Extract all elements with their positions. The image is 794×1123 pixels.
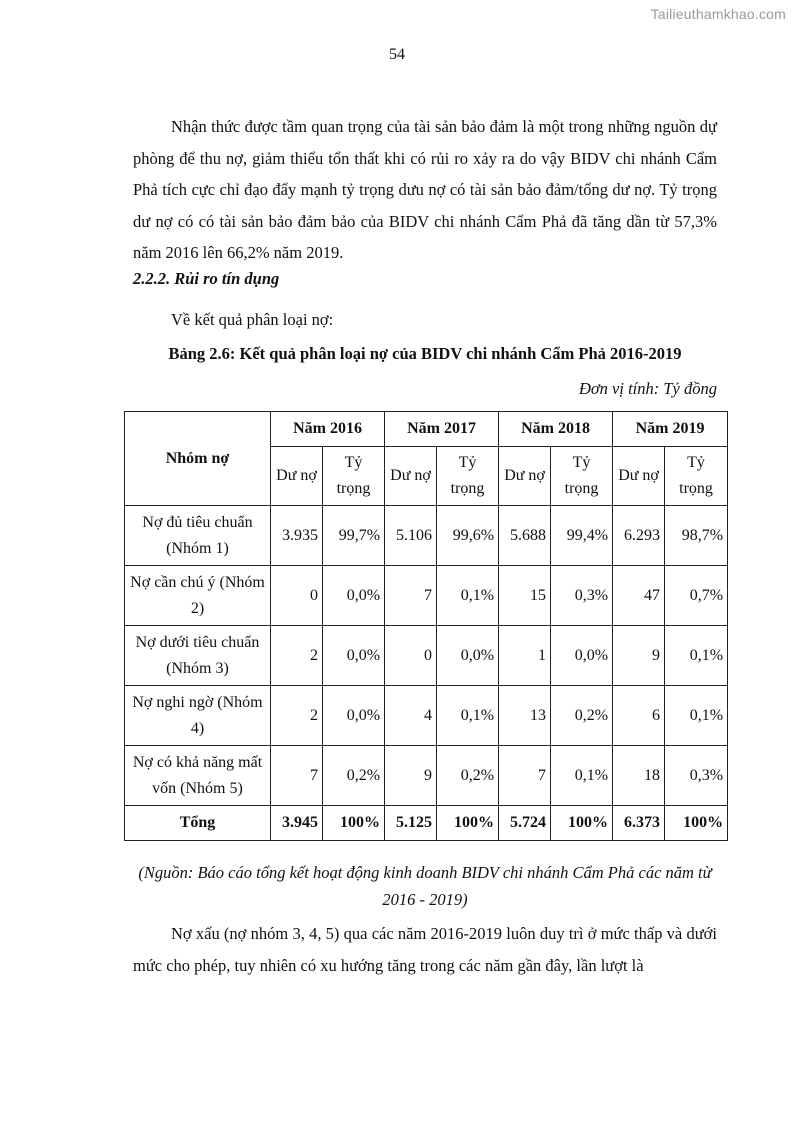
row-group: Nợ nghi ngờ (Nhóm 4) — [125, 686, 271, 746]
cell: 47 — [613, 566, 665, 626]
cell: 5.106 — [385, 506, 437, 566]
total-cell: 100% — [551, 806, 613, 841]
cell: 18 — [613, 746, 665, 806]
total-cell: 100% — [437, 806, 499, 841]
table-row — [125, 566, 728, 626]
cell: 0 — [385, 626, 437, 686]
cell: 0,2% — [437, 746, 499, 806]
cell: 0,0% — [437, 626, 499, 686]
cell: 0,2% — [323, 746, 385, 806]
cell: 0,2% — [551, 686, 613, 746]
header-share: Tỷ trọng — [437, 447, 499, 506]
cell: 4 — [385, 686, 437, 746]
cell: 3.935 — [271, 506, 323, 566]
header-share: Tỷ trọng — [551, 447, 613, 506]
cell: 0,0% — [323, 566, 385, 626]
header-year-2016: Năm 2016 — [271, 412, 385, 447]
paragraph-2: Nợ xấu (nợ nhóm 3, 4, 5) qua các năm 2016-2019 luôn duy trì ở mức thấp và dưới mức cho phép, tuy nhiên có xu hướng tăng trong các năm gần đây, lần lượt là — [133, 924, 717, 975]
cell: 7 — [271, 746, 323, 806]
cell: 0,1% — [665, 626, 728, 686]
header-share: Tỷ trọng — [323, 447, 385, 506]
header-debt: Dư nợ — [271, 447, 323, 506]
row-group: Nợ có khả năng mất vốn (Nhóm 5) — [125, 746, 271, 806]
cell: 98,7% — [665, 506, 728, 566]
cell: 99,7% — [323, 506, 385, 566]
debt-classification-table — [124, 411, 728, 841]
intro-text: Về kết quả phân loại nợ: — [171, 310, 334, 329]
cell: 0,0% — [323, 626, 385, 686]
table-row — [125, 626, 728, 686]
cell: 13 — [499, 686, 551, 746]
cell: 0 — [271, 566, 323, 626]
header-year-2017: Năm 2017 — [385, 412, 499, 447]
cell: 5.688 — [499, 506, 551, 566]
cell: 0,1% — [437, 686, 499, 746]
table-total-row — [125, 806, 728, 841]
cell: 0,1% — [437, 566, 499, 626]
cell: 0,7% — [665, 566, 728, 626]
header-debt: Dư nợ — [385, 447, 437, 506]
cell: 6 — [613, 686, 665, 746]
header-debt: Dư nợ — [499, 447, 551, 506]
page-number: 54 — [389, 46, 405, 63]
row-group: Nợ dưới tiêu chuẩn (Nhóm 3) — [125, 626, 271, 686]
cell: 15 — [499, 566, 551, 626]
section-heading: 2.2.2. Rủi ro tín dụng — [133, 269, 280, 288]
total-cell: 6.373 — [613, 806, 665, 841]
watermark: Tailieuthamkhao.com — [650, 6, 786, 22]
total-cell: 3.945 — [271, 806, 323, 841]
header-share: Tỷ trọng — [665, 447, 728, 506]
total-cell: 5.724 — [499, 806, 551, 841]
cell: 2 — [271, 626, 323, 686]
row-group: Nợ đủ tiêu chuẩn (Nhóm 1) — [125, 506, 271, 566]
header-year-2018: Năm 2018 — [499, 412, 613, 447]
cell: 0,0% — [323, 686, 385, 746]
cell: 7 — [385, 566, 437, 626]
total-label: Tổng — [125, 806, 271, 841]
cell: 0,3% — [551, 566, 613, 626]
row-group: Nợ cần chú ý (Nhóm 2) — [125, 566, 271, 626]
cell: 0,0% — [551, 626, 613, 686]
table-row — [125, 746, 728, 806]
total-cell: 100% — [323, 806, 385, 841]
table-title: Bảng 2.6: Kết quả phân loại nợ của BIDV chi nhánh Cẩm Phả 2016-2019 — [168, 344, 682, 363]
cell: 6.293 — [613, 506, 665, 566]
cell: 0,1% — [551, 746, 613, 806]
source-note: (Nguồn: Báo cáo tổng kết hoạt động kinh doanh BIDV chi nhánh Cẩm Phả các năm từ 2016 - 2019) — [138, 863, 712, 909]
table-row — [125, 686, 728, 746]
cell: 7 — [499, 746, 551, 806]
total-cell: 5.125 — [385, 806, 437, 841]
paragraph-1: Nhận thức được tầm quan trọng của tài sản bảo đảm là một trong những nguồn dự phòng để thu nợ, giảm thiểu tổn thất khi có rủi ro xảy ra do vậy BIDV chi nhánh Cẩm Phả tích cực chỉ đạo đẩy mạnh tỷ trọng dưu nợ có tài sản bảo đảm/tổng dư nợ. Tỷ trọng dư nợ có có tài sản bảo đảm bảo của BIDV chi nhánh Cẩm Phả đã tăng dần từ 57,3% năm 2016 lên 66,2% năm 2019. — [133, 117, 717, 262]
cell: 0,3% — [665, 746, 728, 806]
cell: 99,4% — [551, 506, 613, 566]
header-debt: Dư nợ — [613, 447, 665, 506]
cell: 2 — [271, 686, 323, 746]
cell: 1 — [499, 626, 551, 686]
cell: 9 — [385, 746, 437, 806]
unit-label: Đơn vị tính: Tỷ đồng — [578, 379, 717, 398]
cell: 99,6% — [437, 506, 499, 566]
cell: 0,1% — [665, 686, 728, 746]
header-year-2019: Năm 2019 — [613, 412, 728, 447]
total-cell: 100% — [665, 806, 728, 841]
table-row — [125, 506, 728, 566]
header-group: Nhóm nợ — [125, 412, 271, 506]
cell: 9 — [613, 626, 665, 686]
